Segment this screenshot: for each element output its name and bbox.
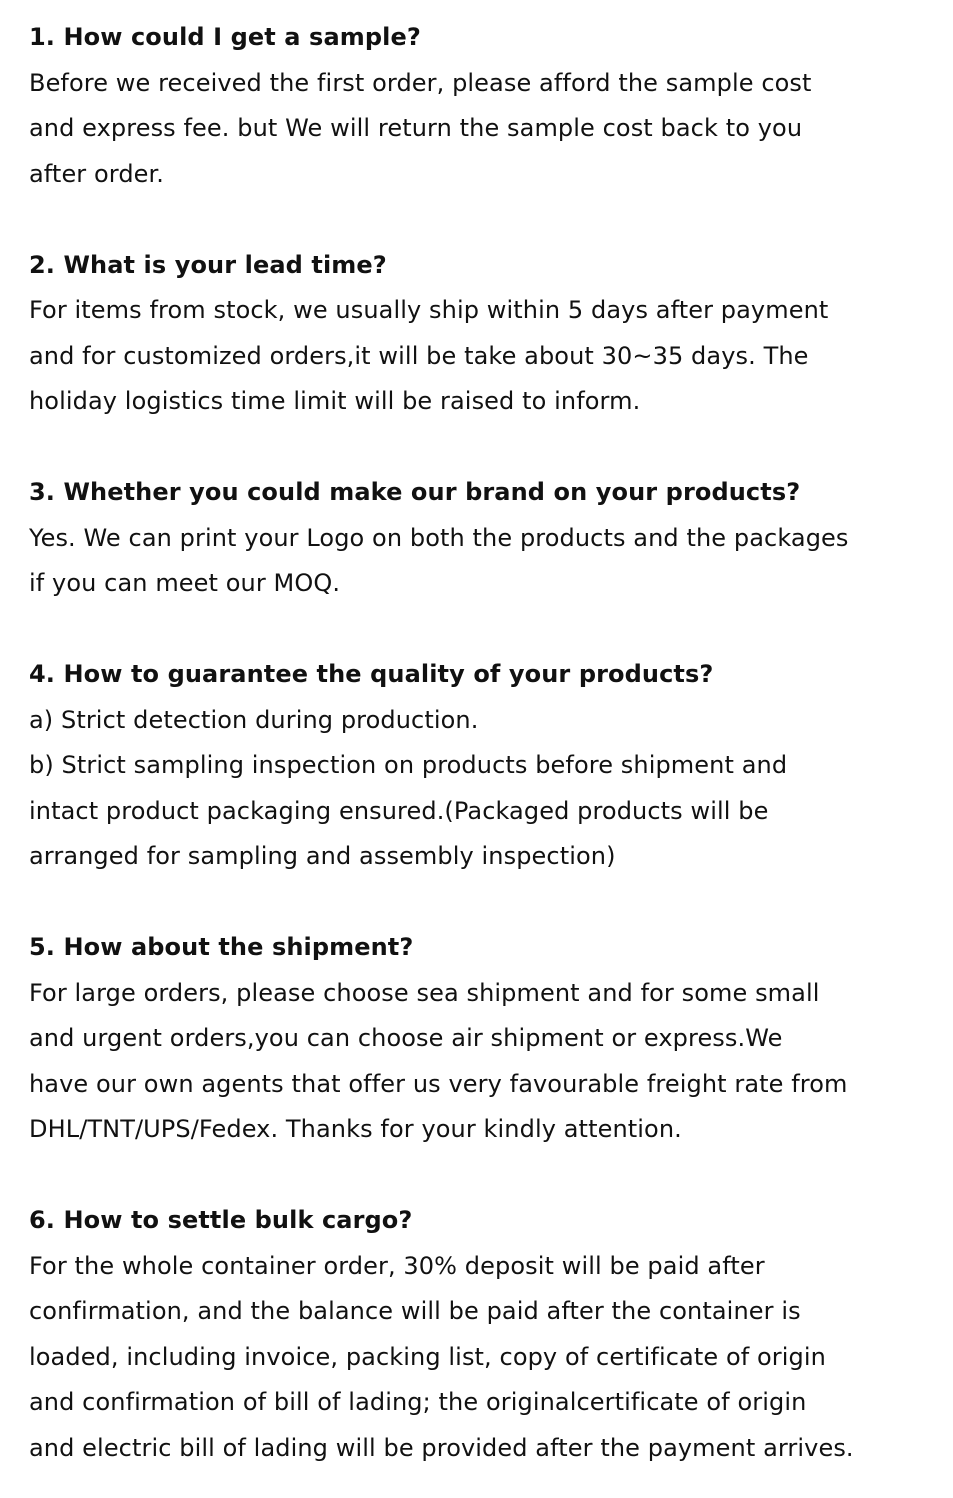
faq-item-lead-time xyxy=(29,243,953,425)
faq-question: 6. How to settle bulk cargo? xyxy=(29,1206,413,1234)
faq-answer-line: For items from stock, we usually ship within 5 days after payment xyxy=(29,296,829,324)
faq-item-brand xyxy=(29,470,953,607)
faq-answer-line: b) Strict sampling inspection on products before shipment and xyxy=(29,751,788,779)
faq-question: 5. How about the shipment? xyxy=(29,933,414,961)
faq-answer-line: and confirmation of bill of lading; the originalcertificate of origin xyxy=(29,1388,807,1416)
faq-item-quality xyxy=(29,652,953,880)
faq-answer-line: and express fee. but We will return the sample cost back to you xyxy=(29,114,803,142)
faq-answer-line: and for customized orders,it will be take about 30~35 days. The xyxy=(29,341,809,370)
faq-answer-line: intact product packaging ensured.(Packaged products will be xyxy=(29,796,769,825)
faq-answer-line: if you can meet our MOQ. xyxy=(29,569,341,597)
faq-answer-line: a) Strict detection during production. xyxy=(29,705,479,734)
faq-question: 1. How could I get a sample? xyxy=(29,23,421,51)
faq-answer-line: Yes. We can print your Logo on both the products and the packages xyxy=(29,523,849,552)
faq-item-bulk-cargo xyxy=(29,1198,953,1471)
faq-answer-line: arranged for sampling and assembly inspection) xyxy=(29,842,616,870)
faq-answer-line: have our own agents that offer us very favourable freight rate from xyxy=(29,1069,848,1098)
faq-question: 3. Whether you could make our brand on your products? xyxy=(29,478,801,506)
faq-answer-line: after order. xyxy=(29,159,165,188)
faq-question: 4. How to guarantee the quality of your products? xyxy=(29,660,714,688)
faq-answer-line: and electric bill of lading will be provided after the payment arrives. xyxy=(29,1433,854,1462)
faq-answer-line: confirmation, and the balance will be paid after the container is xyxy=(29,1297,801,1325)
faq-answer-line: DHL/TNT/UPS/Fedex. Thanks for your kindly attention. xyxy=(29,1115,682,1143)
faq-answer-line: Before we received the first order, please afford the sample cost xyxy=(29,68,812,97)
faq-question: 2. What is your lead time? xyxy=(29,250,387,279)
faq-answer-line: For large orders, please choose sea shipment and for some small xyxy=(29,978,820,1007)
faq-answer-line: and urgent orders,you can choose air shipment or express.We xyxy=(29,1024,783,1052)
faq-answer-line: holiday logistics time limit will be raised to inform. xyxy=(29,387,641,415)
faq-item-shipment xyxy=(29,925,953,1153)
faq-answer-line: loaded, including invoice, packing list, copy of certificate of origin xyxy=(29,1342,826,1371)
faq-answer-line: For the whole container order, 30% deposit will be paid after xyxy=(29,1251,765,1280)
faq-item-sample xyxy=(29,15,953,197)
